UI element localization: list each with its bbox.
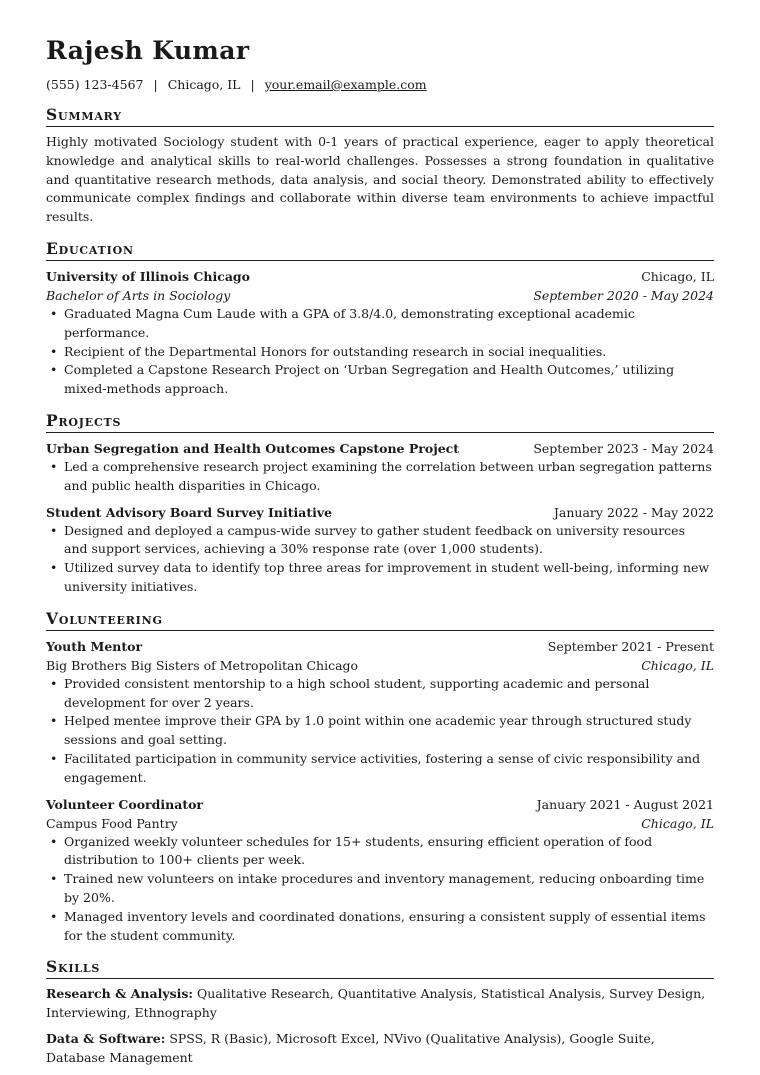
phone-number: (555) 123-4567 [46,77,144,92]
location: Chicago, IL [167,77,241,92]
list-item: • Graduated Magna Cum Laude with a GPA of 3.8/4.0, demonstrating exceptional academic performance. [50,305,635,340]
school-location: Chicago, IL [641,268,714,284]
list-item: • Led a comprehensive research project examining the correlation between urban segregation patterns and public health disparities in Chicago. [50,458,712,493]
volunteer-org: Campus Food Pantry [46,815,178,831]
list-item: • Utilized survey data to identify top three areas for improvement in student well-being, informing new university initiatives. [50,560,710,594]
candidate-name: Rajesh Kumar [46,36,250,65]
email-link[interactable]: your.email@example.com [264,77,427,92]
bullet-icon: • [50,343,58,359]
volunteer-role: Volunteer Coordinator [46,796,204,812]
skill-value: Qualitative Research, Quantitative Analysis, Statistical Analysis, Survey Design, Interviewing, Ethnography [46,986,706,1021]
section-title-projects: Projects [46,411,714,433]
bullet-icon: • [50,908,58,924]
volunteer-dates: January 2021 - August 2021 [536,796,714,812]
school-name: University of Illinois Chicago [46,268,251,284]
list-item: • Designed and deployed a campus-wide survey to gather student feedback on university resources and support services, achieving a 30% response rate (over 1,000 students). [50,522,685,557]
bullet-icon: • [50,833,58,849]
bullet-icon: • [50,560,58,576]
bullet-icon: • [50,750,58,766]
contact-line [46,76,714,93]
bullet-icon: • [50,362,58,378]
separator: | [153,77,158,92]
list-item: • Facilitated participation in community service activities, fostering a sense of civic responsibility and engagement. [50,750,701,785]
volunteer-entry [46,637,714,788]
volunteer-org: Big Brothers Big Sisters of Metropolitan Chicago [46,657,359,673]
section-title-volunteering: Volunteering [46,609,714,631]
project-dates: January 2022 - May 2022 [553,504,714,520]
separator: | [250,77,255,92]
bullet-icon: • [50,713,58,729]
bullet-icon: • [50,305,58,321]
section-title-skills: Skills [46,957,714,979]
section-title-summary: Summary [46,105,714,127]
bullet-icon: • [50,458,58,474]
summary-text: Highly motivated Sociology student with 0-1 years of practical experience, eager to apply theoretical knowledge and analytical skills to real-world challenges. Possesses a strong foundation in qualitative and quantitative research methods, data analysis, and social theory. Demonstrated ability to effectively communicate complex findings and collaborate within diverse team environments to achieve impactful results. [46,134,714,225]
skill-label: Research & Analysis: [46,986,194,1002]
project-name: Urban Segregation and Health Outcomes Capstone Project [46,440,460,456]
list-item: • Recipient of the Departmental Honors for outstanding research in social inequalities. [46,343,714,362]
volunteer-dates: September 2021 - Present [547,638,714,654]
project-dates: September 2023 - May 2024 [533,440,714,456]
bullet-icon: • [50,675,58,691]
skill-row [46,985,714,1023]
volunteer-role: Youth Mentor [46,638,143,654]
project-entry [46,503,714,597]
volunteer-entry [46,795,714,946]
list-item: • Provided consistent mentorship to a high school student, supporting academic and personal development for over 2 years. [50,675,650,710]
list-item: • Trained new volunteers on intake procedures and inventory management, reducing onboarding time by 20%. [50,871,705,905]
education-bullets [46,305,714,399]
section-title-education: Education [46,239,714,261]
degree: Bachelor of Arts in Sociology [46,287,231,303]
list-item: • Helped mentee improve their GPA by 1.0 point within one academic year through structured study sessions and goal setting. [50,713,692,748]
project-name: Student Advisory Board Survey Initiative [46,504,333,520]
list-item: • Completed a Capstone Research Project on ‘Urban Segregation and Health Outcomes,’ utilizing mixed-methods approach. [50,362,675,397]
skill-row [46,1030,714,1068]
volunteer-location: Chicago, IL [641,815,714,831]
education-entry [46,267,714,399]
skill-label: Data & Software: [46,1030,166,1046]
skill-value: SPSS, R (Basic), Microsoft Excel, NVivo (Qualitative Analysis), Google Suite, Database Management [46,1030,655,1065]
project-entry [46,439,714,496]
list-item: • Organized weekly volunteer schedules for 15+ students, ensuring efficient operation of food distribution to 100+ clients per week. [50,833,653,868]
education-dates: September 2020 - May 2024 [533,287,714,303]
bullet-icon: • [50,871,58,887]
bullet-icon: • [50,522,58,538]
volunteer-location: Chicago, IL [641,657,714,673]
list-item: • Managed inventory levels and coordinated donations, ensuring a consistent supply of essential items for the student community. [50,908,706,943]
